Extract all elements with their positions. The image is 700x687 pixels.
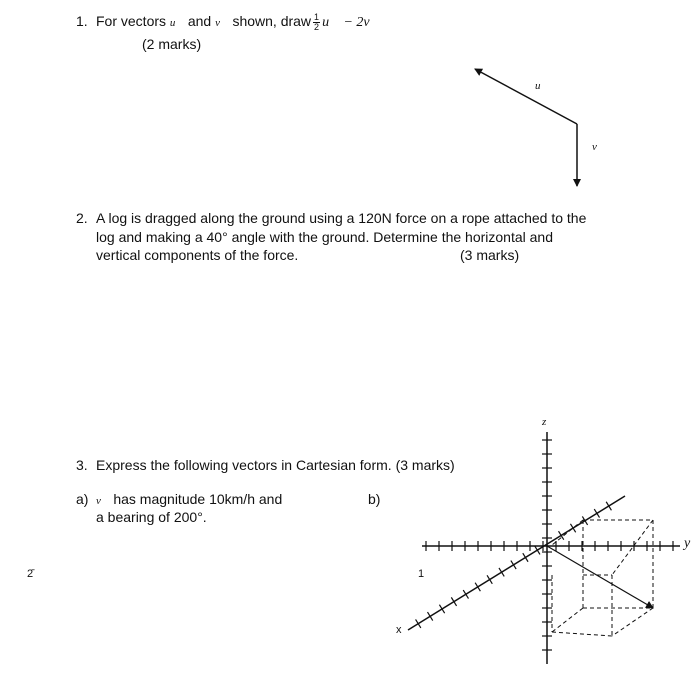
q1-text-before: For vectors [96, 13, 167, 30]
q2-line2: log and making a 40° angle with the ground. Determine the horizontal and [96, 229, 554, 245]
origin-tick-label: 1 [418, 568, 425, 580]
q2-line3: vertical components of the force. [96, 247, 299, 263]
margin-mark: 2̄ [27, 568, 34, 580]
q1-frac-num: 1 [314, 12, 320, 22]
q1-marks: (2 marks) [142, 36, 202, 52]
diagram-v-label: v⃗ [592, 141, 606, 153]
axis-y-label: y [684, 536, 691, 551]
vector-3d-arrow [547, 546, 653, 608]
axis-x-label: x [396, 624, 402, 636]
q1-and-text: and [187, 13, 212, 30]
q3b-label: b) [368, 491, 381, 507]
q1-u-symbol: u⃗ [169, 17, 184, 30]
q3a-line1-text: has magnitude 10km/h and [113, 491, 283, 507]
axis-z-label: z [542, 416, 547, 428]
q3-number: 3. [76, 457, 88, 473]
q1-frac-den: 2 [314, 22, 320, 32]
q3a-label: a) [76, 491, 89, 507]
q1-expression: u⃗ − 2v⃗ [322, 15, 381, 31]
q2-line1: A log is dragged along the ground using a 120N force on a rope attached to the [96, 210, 587, 226]
q2-number: 2. [76, 210, 88, 226]
x-axis [408, 496, 625, 630]
diagram-u-label: u⃗ [535, 80, 550, 92]
q3a-line2: a bearing of 200°. [96, 509, 207, 525]
q1-number: 1. [76, 13, 88, 29]
q1-text-after: shown, draw [232, 13, 312, 30]
q3-text: Express the following vectors in Cartesian form. (3 marks) [96, 457, 455, 473]
q1-v-symbol: v⃗ [215, 17, 229, 30]
q3a-v-symbol: v⃗ [96, 495, 110, 507]
q2-marks: (3 marks) [460, 247, 520, 263]
